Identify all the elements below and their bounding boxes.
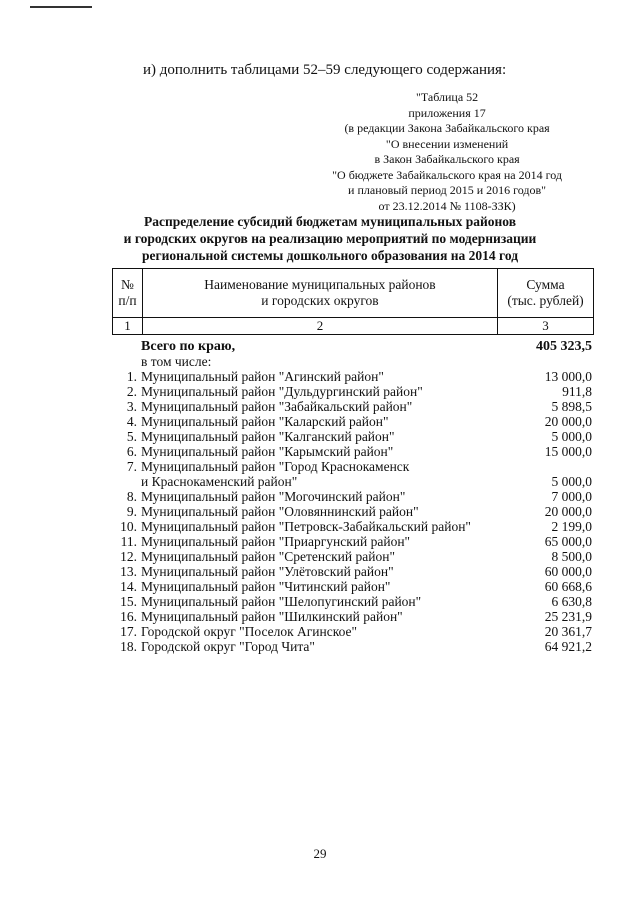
row-number: 17. (120, 624, 137, 639)
row-number: 1. (126, 369, 137, 384)
table-row (112, 564, 594, 579)
table-row (112, 444, 594, 459)
table-row (112, 489, 594, 504)
row-name: Муниципальный район "Дульдургинский район" (141, 384, 423, 399)
table-row (112, 399, 594, 414)
row-value: 8 500,0 (551, 549, 592, 564)
row-value: 6 630,8 (551, 594, 592, 609)
total-value: 405 323,5 (536, 339, 592, 354)
row-value: 5 898,5 (551, 399, 592, 414)
row-name: Муниципальный район "Петровск-Забайкальский район" (141, 519, 471, 534)
column-number-row (113, 318, 594, 335)
row-number: 5. (126, 429, 137, 444)
document-title (100, 213, 560, 264)
header-cell-number: № п/п (113, 269, 143, 318)
row-value: 20 000,0 (544, 504, 592, 519)
column-number: 2 (143, 318, 498, 335)
table-row (112, 579, 594, 594)
table-row (112, 624, 594, 639)
row-value: 20 361,7 (544, 624, 592, 639)
row-name: Муниципальный район "Могочинский район" (141, 489, 406, 504)
table-row (112, 609, 594, 624)
header-line: "О внесении изменений (385, 136, 509, 151)
row-value: 5 000,0 (551, 474, 592, 489)
table-row (112, 459, 594, 474)
table-row (112, 429, 594, 444)
row-name: Муниципальный район "Шелопугинский район" (141, 594, 422, 609)
row-name: и Краснокаменский район" (141, 474, 298, 489)
row-name: Муниципальный район "Агинский район" (141, 369, 384, 384)
row-value: 60 000,0 (544, 564, 592, 579)
row-name: Муниципальный район "Сретенский район" (141, 549, 395, 564)
row-number: 12. (120, 549, 137, 564)
row-value: 13 000,0 (544, 369, 592, 384)
row-name: Муниципальный район "Улётовский район" (141, 564, 394, 579)
row-number: 3. (126, 399, 137, 414)
column-number: 3 (498, 318, 594, 335)
page-number: 29 (313, 846, 327, 861)
table-row (112, 369, 594, 384)
row-name: Муниципальный район "Калганский район" (141, 429, 395, 444)
row-value: 2 199,0 (551, 519, 592, 534)
table-body (112, 339, 594, 654)
header-line: приложения 17 (408, 105, 486, 120)
row-value: 7 000,0 (551, 489, 592, 504)
row-name: Муниципальный район "Город Краснокаменск (141, 459, 410, 474)
row-name: Муниципальный район "Шилкинский район" (141, 609, 403, 624)
row-value: 25 231,9 (544, 609, 592, 624)
row-number: 8. (126, 489, 137, 504)
title-line: и городских округов на реализацию мероприятий по модернизации (123, 231, 537, 246)
table-row (112, 594, 594, 609)
row-name: Муниципальный район "Забайкальский район" (141, 399, 413, 414)
row-number: 2. (126, 384, 137, 399)
row-name: Городской округ "Поселок Агинское" (141, 624, 358, 639)
row-value: 911,8 (562, 384, 592, 399)
row-value: 60 668,6 (544, 579, 592, 594)
row-number: 13. (120, 564, 137, 579)
header-line: "О бюджете Забайкальского края на 2014 год (332, 167, 562, 182)
subtitle-text: в том числе: (141, 354, 212, 369)
row-value: 5 000,0 (551, 429, 592, 444)
table-row (112, 504, 594, 519)
top-rule (30, 6, 92, 8)
row-number: 11. (120, 534, 137, 549)
intro-text: и) дополнить таблицами 52–59 следующего содержания: (143, 62, 507, 78)
header-cell-name: Наименование муниципальных районов и городских округов (143, 269, 498, 318)
row-name: Муниципальный район "Каларский район" (141, 414, 389, 429)
row-name: Муниципальный район "Приаргунский район" (141, 534, 411, 549)
table-header (112, 268, 594, 335)
table-row (112, 534, 594, 549)
row-name: Городской округ "Город Чита" (141, 639, 315, 654)
header-cell-sum: Сумма (тыс. рублей) (498, 269, 594, 318)
row-number: 14. (120, 579, 137, 594)
table-row (112, 549, 594, 564)
title-line: Распределение субсидий бюджетам муниципальных районов (143, 214, 517, 229)
table-row (112, 639, 594, 654)
subtitle-row (112, 354, 594, 369)
table-row-continuation (112, 474, 594, 489)
header-line: в Закон Забайкальского края (374, 152, 520, 166)
row-name: Муниципальный район "Оловяннинский район" (141, 504, 419, 519)
table-header-note (332, 90, 562, 214)
column-number: 1 (113, 318, 143, 335)
row-value: 20 000,0 (544, 414, 592, 429)
total-label: Всего по краю, (141, 339, 236, 354)
row-value: 64 921,2 (544, 639, 592, 654)
table-row (112, 414, 594, 429)
row-number: 9. (126, 504, 137, 519)
row-number: 7. (126, 459, 137, 474)
table-row (112, 519, 594, 534)
row-name: Муниципальный район "Карымский район" (141, 444, 394, 459)
row-number: 15. (120, 594, 137, 609)
header-line: и плановый период 2015 и 2016 годов" (348, 183, 547, 197)
row-number: 10. (120, 519, 137, 534)
header-row (113, 269, 594, 318)
row-number: 16. (120, 609, 137, 624)
table-row (112, 384, 594, 399)
title-line: региональной системы дошкольного образования на 2014 год (141, 248, 519, 263)
header-line: (в редакции Закона Забайкальского края (344, 121, 550, 135)
row-value: 65 000,0 (544, 534, 592, 549)
total-row (112, 339, 594, 354)
header-line: "Таблица 52 (415, 90, 479, 104)
row-value: 15 000,0 (544, 444, 592, 459)
row-name: Муниципальный район "Читинский район" (141, 579, 391, 594)
header-line: от 23.12.2014 № 1108-ЗЗК) (378, 198, 516, 213)
row-number: 18. (120, 639, 137, 654)
row-number: 4. (126, 414, 137, 429)
row-number: 6. (126, 444, 137, 459)
